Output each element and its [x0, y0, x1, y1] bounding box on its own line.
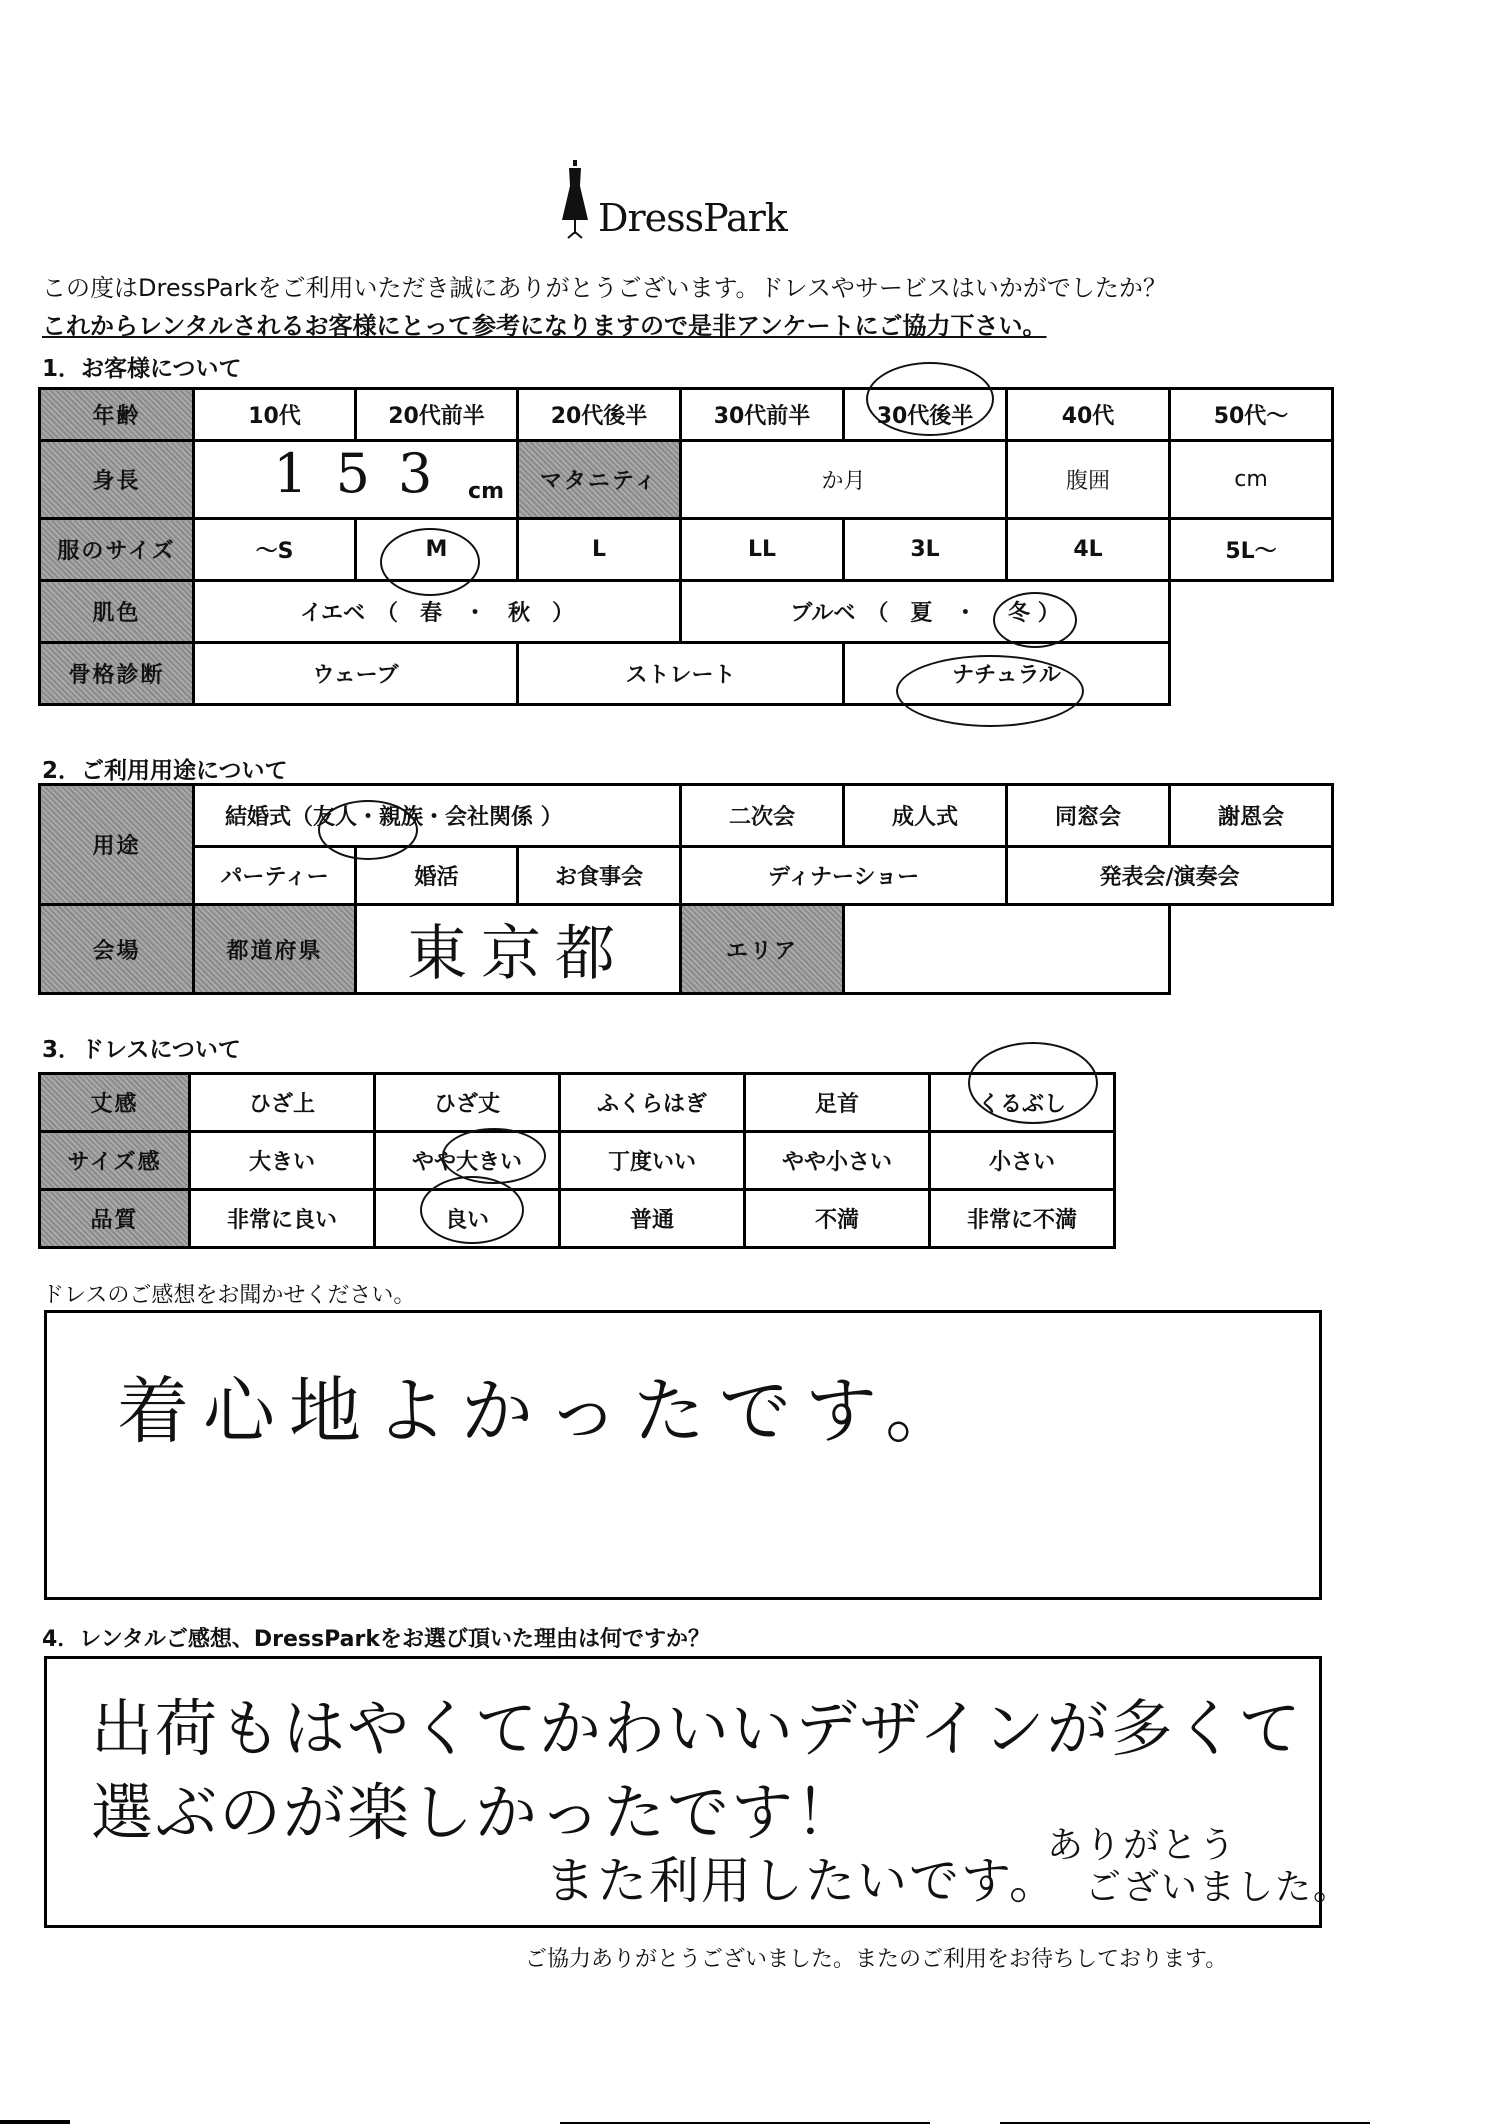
height-label: 身長 — [40, 441, 194, 519]
age-option[interactable]: 10代 — [194, 389, 356, 441]
brand-logo — [560, 160, 787, 240]
body-type-row — [40, 643, 1333, 705]
height-value: 153 — [273, 442, 461, 505]
age-option[interactable]: 40代 — [1007, 389, 1170, 441]
footer-thanks: ご協力ありがとうございました。またのご利用をお待ちしております。 — [525, 1947, 1228, 1972]
body-type-option[interactable]: ストレート — [518, 643, 844, 705]
empty-cell — [1170, 905, 1333, 994]
skin-blue-text: ブルベ （ 夏 ・ — [790, 601, 977, 626]
quality-label: 品質 — [40, 1190, 190, 1248]
length-option[interactable]: ふくらはぎ — [560, 1074, 745, 1132]
dress-table — [38, 1072, 1116, 1249]
height-field[interactable] — [194, 441, 518, 519]
skin-yellow-base[interactable]: イエベ （ 春 ・ 秋 ） — [194, 581, 681, 643]
impression-answer-box[interactable] — [44, 1310, 1322, 1600]
impression-answer: 着心地よかったです。 — [117, 1369, 972, 1453]
purpose-option[interactable]: 発表会/演奏会 — [1007, 847, 1333, 905]
age-option[interactable]: 20代後半 — [518, 389, 681, 441]
size-option[interactable]: 3L — [844, 519, 1007, 581]
prefecture-value: 東京都 — [407, 919, 629, 989]
height-row — [40, 441, 1333, 519]
section-3-title: 3．ドレスについて — [42, 1037, 241, 1063]
age-option[interactable]: 50代～ — [1170, 389, 1333, 441]
purpose-wedding[interactable] — [194, 785, 681, 847]
usage-table — [38, 783, 1334, 995]
intro-request: これからレンタルされるお客様にとって参考になりますので是非アンケートにご協力下さい。 — [42, 312, 1047, 340]
size-row — [40, 519, 1333, 581]
length-option[interactable]: 足首 — [745, 1074, 930, 1132]
age-option-selected[interactable]: 30代後半 — [844, 389, 1007, 441]
prefecture-field[interactable] — [356, 905, 681, 994]
body-type-option-selected[interactable]: ナチュラル — [844, 643, 1170, 705]
reason-line-1: 出荷もはやくてかわいいデザインが多くて — [91, 1692, 1303, 1765]
section-4-title: 4．レンタルご感想、DressParkをお選び頂いた理由は何ですか？ — [42, 1627, 710, 1652]
quality-row — [40, 1190, 1115, 1248]
brand-name: DressPark — [598, 196, 787, 240]
length-option[interactable]: ひざ上 — [190, 1074, 375, 1132]
impression-prompt: ドレスのご感想をお聞かせください。 — [42, 1283, 416, 1308]
venue-label: 会場 — [40, 905, 194, 994]
size-option[interactable]: L — [518, 519, 681, 581]
size-label: 服のサイズ — [40, 519, 194, 581]
fit-option-selected[interactable]: やや大きい — [375, 1132, 560, 1190]
intro-text: この度はDressParkをご利用いただき誠にありがとうございます。ドレスやサービスはいかがでしたか？ — [42, 274, 1167, 302]
height-unit: cm — [468, 479, 504, 504]
fit-row — [40, 1132, 1115, 1190]
fit-option[interactable]: 大きい — [190, 1132, 375, 1190]
size-option[interactable]: 4L — [1007, 519, 1170, 581]
maternity-label: マタニティ — [518, 441, 681, 519]
purpose-option[interactable]: お食事会 — [518, 847, 681, 905]
length-label: 丈感 — [40, 1074, 190, 1132]
skin-close-paren: ） — [1037, 601, 1060, 626]
waist-field[interactable] — [1170, 441, 1333, 519]
fit-option[interactable]: やや小さい — [745, 1132, 930, 1190]
section-1-title: 1．お客様について — [42, 356, 242, 382]
fit-label: サイズ感 — [40, 1132, 190, 1190]
body-type-label: 骨格診断 — [40, 643, 194, 705]
maternity-months-field[interactable] — [681, 441, 1007, 519]
venue-row — [40, 905, 1333, 994]
quality-option[interactable]: 不満 — [745, 1190, 930, 1248]
purpose-option[interactable]: 謝恩会 — [1170, 785, 1333, 847]
age-label: 年齢 — [40, 389, 194, 441]
purpose-option[interactable]: 婚活 — [356, 847, 518, 905]
dress-icon — [560, 160, 590, 240]
age-option[interactable]: 30代前半 — [681, 389, 844, 441]
skin-winter-option[interactable]: 冬 — [1008, 601, 1031, 626]
purpose-label: 用途 — [40, 785, 194, 905]
age-option[interactable]: 20代前半 — [356, 389, 518, 441]
area-field[interactable] — [844, 905, 1170, 994]
size-option[interactable]: 5L～ — [1170, 519, 1333, 581]
reason-line-3: また利用したいです。 — [545, 1852, 1061, 1910]
section-2-title: 2．ご利用用途について — [42, 758, 288, 784]
quality-option[interactable]: 非常に不満 — [930, 1190, 1115, 1248]
purpose-row-2 — [40, 847, 1333, 905]
skin-row — [40, 581, 1333, 643]
empty-cell — [1170, 643, 1333, 705]
size-option[interactable]: ～S — [194, 519, 356, 581]
length-option[interactable]: ひざ丈 — [375, 1074, 560, 1132]
reason-line-2: 選ぶのが楽しかったです！ — [91, 1776, 860, 1849]
purpose-option[interactable]: 二次会 — [681, 785, 844, 847]
scan-mark — [560, 2122, 930, 2124]
reason-line-4a: ありがとう — [1047, 1825, 1238, 1866]
prefecture-label: 都道府県 — [194, 905, 356, 994]
quality-option[interactable]: 非常に良い — [190, 1190, 375, 1248]
purpose-option[interactable]: パーティー — [194, 847, 356, 905]
body-type-option[interactable]: ウェーブ — [194, 643, 518, 705]
size-option[interactable]: LL — [681, 519, 844, 581]
fit-option[interactable]: 小さい — [930, 1132, 1115, 1190]
purpose-option[interactable]: 同窓会 — [1007, 785, 1170, 847]
waist-label: 腹囲 — [1007, 441, 1170, 519]
skin-label: 肌色 — [40, 581, 194, 643]
skin-blue-base[interactable] — [681, 581, 1170, 643]
wedding-friend-option[interactable]: 友人 — [313, 805, 358, 830]
customer-table — [38, 387, 1334, 706]
reason-line-4b: ございました。 — [1085, 1867, 1352, 1908]
scan-mark — [0, 2120, 70, 2124]
length-option-selected[interactable]: くるぶし — [930, 1074, 1115, 1132]
purpose-option[interactable]: ディナーショー — [681, 847, 1007, 905]
fit-option[interactable]: 丁度いい — [560, 1132, 745, 1190]
wedding-prefix: 結婚式（ — [225, 805, 314, 830]
area-label: エリア — [681, 905, 844, 994]
wedding-suffix: ・親族・会社関係 ） — [357, 805, 563, 830]
length-row — [40, 1074, 1115, 1132]
reason-answer-box[interactable] — [44, 1656, 1352, 1928]
months-label: か月 — [821, 469, 866, 494]
empty-cell — [1170, 581, 1333, 643]
quality-option[interactable]: 普通 — [560, 1190, 745, 1248]
purpose-row-1 — [40, 785, 1333, 847]
waist-unit: cm — [1234, 467, 1268, 492]
age-row — [40, 389, 1333, 441]
quality-option-selected[interactable]: 良い — [375, 1190, 560, 1248]
size-option-selected[interactable]: M — [356, 519, 518, 581]
purpose-option[interactable]: 成人式 — [844, 785, 1007, 847]
scan-mark — [1000, 2122, 1370, 2124]
